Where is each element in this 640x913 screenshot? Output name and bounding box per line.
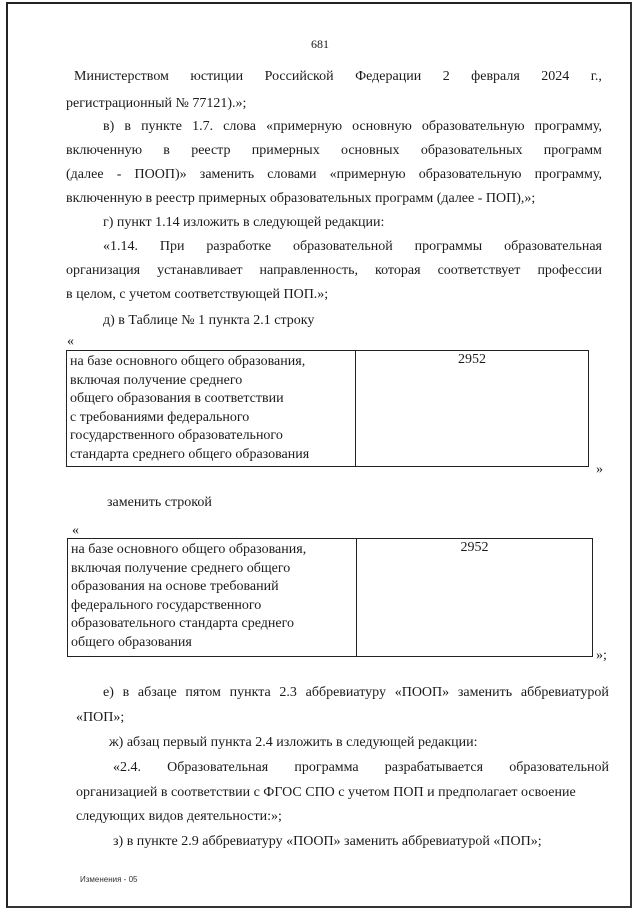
word: в [163,143,170,158]
word: устанавливает [157,263,243,278]
word: которая [375,263,421,278]
p6-line1 [103,684,609,702]
word: образовательную [418,167,522,182]
word: е) [103,685,114,700]
word: аббревиатурой [520,685,609,700]
quote-close-1: » [596,462,603,477]
table-row-replacement [67,538,593,657]
p1-line1 [74,68,602,86]
word: «примерную [329,167,406,182]
word: (далее [66,167,104,182]
word: «2.4. [113,760,141,775]
p4-line3: в целом, с учетом соответствующей ПОП.»; [66,287,329,302]
word: включенную [66,143,143,158]
word: пункта [229,685,271,700]
word: Министерством [74,69,169,84]
word: реестр [191,143,231,158]
table1-hours: 2952 [356,351,589,467]
word: разрабатывается [384,760,484,775]
word: программу, [534,167,602,182]
word: разработке [206,239,272,254]
p8-line2: организацией в соответствии с ФГОС СПО с учетом ПОП и предполагает освоение [76,785,576,800]
p3-text: г) пункт 1.14 изложить в следующей редакции: [103,215,385,230]
page-number: 681 [311,37,329,51]
p2-line4: включенную в реестр примерных образовательных программ (далее - ПОП),»; [66,191,536,206]
p8-line3: следующих видов деятельности:»; [76,809,282,824]
word: «1.14. [103,239,138,254]
word: образовательную [421,119,525,134]
word: слова [223,119,256,134]
word: направленность, [259,263,358,278]
word: заменить [457,685,513,700]
word: программа [294,760,359,775]
word: «ПООП» [394,685,450,700]
table2-education-basis: на базе основного общего образования, включая получение среднего общего образования на основе требований федерального государственного образовательного стандарта среднего общего образования [68,539,357,657]
word: основных [340,143,400,158]
word: Российской [264,69,334,84]
word: Федерации [355,69,422,84]
word: программ [543,143,602,158]
word: в) [103,119,115,134]
word: аббревиатуру [305,685,386,700]
p2-line2 [66,142,602,160]
word: абзаце [137,685,177,700]
word: пункте [141,119,182,134]
footer-label: Изменения - 05 [80,875,138,884]
quote-close-2: »; [596,648,607,663]
word: профессии [537,263,602,278]
word: 1.7. [192,119,214,134]
quote-open-1: « [67,334,74,349]
word: основную [352,119,412,134]
word: Образовательная [167,760,269,775]
p4-line2 [66,262,602,280]
word: 2 [442,69,450,84]
word: образовательной [292,239,393,254]
word: в [122,685,130,700]
word: 2024 [541,69,570,84]
word: юстиции [190,69,244,84]
p6-line2: «ПОП»; [76,710,125,725]
word: образовательная [504,239,602,254]
word: - [116,167,122,182]
word: заменить [199,167,255,182]
p4-line1 [103,238,602,256]
word: образовательных [420,143,523,158]
quote-open-2: « [72,523,79,538]
table1-education-basis: на базе основного общего образования, включая получение среднего общего образования в соответствии с требованиями федерального государственного образовательного стандарта среднего общего образования [67,351,356,467]
p2-line1 [103,118,602,136]
word: февраля [471,69,520,84]
word: программы [414,239,483,254]
word: При [159,239,185,254]
word: организация [66,263,141,278]
p9-text: з) в пункте 2.9 аббревиатуру «ПООП» заменить аббревиатурой «ПОП»; [113,834,542,849]
word: словами [267,167,317,182]
word: примерных [251,143,320,158]
word: г., [590,69,602,84]
table-row-original [66,350,589,467]
p2-line3 [66,166,602,184]
word: 2.3 [279,685,297,700]
p8-line1 [113,759,609,777]
word: «примерную [266,119,343,134]
p7-text: ж) абзац первый пункта 2.4 изложить в следующей редакции: [109,735,478,750]
replace-text: заменить строкой [107,495,212,510]
word: ПООП)» [134,167,187,182]
word: образовательной [509,760,609,775]
p5-text: д) в Таблице № 1 пункта 2.1 строку [103,313,315,328]
word: в [124,119,131,134]
word: пятом [185,685,221,700]
table2-hours: 2952 [357,539,593,657]
p1-line2: регистрационный № 77121).»; [66,96,247,111]
word: соответствует [437,263,521,278]
word: программу, [534,119,602,134]
